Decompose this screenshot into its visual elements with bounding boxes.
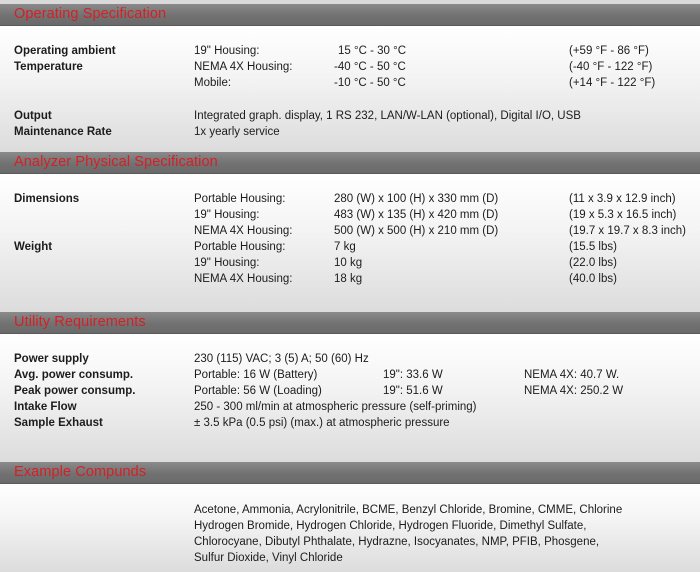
weight-label: Weight: [14, 241, 53, 253]
weight-imperial: (15.5 lbs): [569, 241, 617, 253]
weight-metric: 10 kg: [334, 257, 363, 269]
compounds-body: [0, 484, 700, 572]
peak-power-label: Peak power consump.: [14, 385, 136, 397]
housing-label: Portable Housing:: [194, 241, 286, 253]
compound-line: Hydrogen Bromide, Hydrogen Chloride, Hydrogen Fluoride, Dimethyl Sulfate,: [194, 520, 587, 532]
operating-spec-body: [0, 26, 700, 152]
ambient-label: Operating ambient: [14, 45, 116, 57]
housing-label: Portable Housing:: [194, 193, 286, 205]
utility-header: [0, 312, 700, 333]
fahrenheit-range: (+14 °F - 122 °F): [569, 77, 656, 89]
weight-imperial: (22.0 lbs): [569, 257, 617, 269]
intake-flow-value: 250 - 300 ml/min at atmospheric pressure (self-priming): [194, 401, 477, 413]
temperature-label: Temperature: [14, 61, 83, 73]
weight-metric: 7 kg: [334, 241, 356, 253]
output-label: Output: [14, 110, 52, 122]
operating-spec-header: [0, 4, 700, 25]
housing-label: 19" Housing:: [194, 45, 260, 57]
peak-power-19: 19": 51.6 W: [383, 385, 443, 397]
physical-spec-header: [0, 152, 700, 173]
housing-label: NEMA 4X Housing:: [194, 273, 293, 285]
weight-metric: 18 kg: [334, 273, 363, 285]
avg-power-label: Avg. power consump.: [14, 369, 134, 381]
output-value: Integrated graph. display, 1 RS 232, LAN/W-LAN (optional), Digital I/O, USB: [194, 110, 581, 122]
dimensions-label: Dimensions: [14, 193, 80, 205]
dimension-imperial: (11 x 3.9 x 12.9 inch): [569, 193, 676, 205]
avg-power-nema: NEMA 4X: 40.7 W.: [524, 369, 620, 381]
section-title: Analyzer Physical Specification: [14, 154, 218, 170]
maintenance-label: Maintenance Rate: [14, 126, 112, 138]
physical-spec-body: [0, 174, 700, 312]
compound-line: Sulfur Dioxide, Vinyl Chloride: [194, 552, 343, 564]
housing-label: NEMA 4X Housing:: [194, 61, 293, 73]
maintenance-value: 1x yearly service: [194, 126, 280, 138]
compounds-header: [0, 462, 700, 483]
power-supply-label: Power supply: [14, 353, 89, 365]
compound-line: Acetone, Ammonia, Acrylonitrile, BCME, Benzyl Chloride, Bromine, CMME, Chlorine: [194, 504, 623, 516]
fahrenheit-range: (-40 °F - 122 °F): [569, 61, 653, 73]
intake-flow-label: Intake Flow: [14, 401, 77, 413]
sample-exhaust-value: ± 3.5 kPa (0.5 psi) (max.) at atmospheric pressure: [194, 417, 450, 429]
utility-body: [0, 334, 700, 462]
housing-label: 19" Housing:: [194, 209, 260, 221]
avg-power-19: 19": 33.6 W: [383, 369, 443, 381]
compound-line: Chlorocyane, Dibutyl Phthalate, Hydrazne, Isocyanates, NMP, PFIB, Phosgene,: [194, 536, 600, 548]
celsius-range: -40 °C - 50 °C: [334, 61, 406, 73]
housing-label: NEMA 4X Housing:: [194, 225, 293, 237]
housing-label: Mobile:: [194, 77, 232, 89]
dimension-metric: 280 (W) x 100 (H) x 330 mm (D): [334, 193, 499, 205]
housing-label: 19" Housing:: [194, 257, 260, 269]
sample-exhaust-label: Sample Exhaust: [14, 417, 103, 429]
celsius-range: 15 °C - 30 °C: [338, 45, 407, 57]
dimension-metric: 500 (W) x 500 (H) x 210 mm (D): [334, 225, 499, 237]
section-title: Example Compunds: [14, 464, 147, 480]
dimension-metric: 483 (W) x 135 (H) x 420 mm (D): [334, 209, 499, 221]
dimension-imperial: (19 x 5.3 x 16.5 inch): [569, 209, 677, 221]
power-supply-value: 230 (115) VAC; 3 (5) A; 50 (60) Hz: [194, 353, 369, 365]
peak-power-portable: Portable: 56 W (Loading): [194, 385, 322, 397]
peak-power-nema: NEMA 4X: 250.2 W: [524, 385, 624, 397]
section-title: Operating Specification: [14, 6, 167, 22]
avg-power-portable: Portable: 16 W (Battery): [194, 369, 318, 381]
dimension-imperial: (19.7 x 19.7 x 8.3 inch): [569, 225, 686, 237]
weight-imperial: (40.0 lbs): [569, 273, 617, 285]
celsius-range: -10 °C - 50 °C: [334, 77, 406, 89]
fahrenheit-range: (+59 °F - 86 °F): [569, 45, 649, 57]
section-title: Utility Requirements: [14, 314, 146, 330]
